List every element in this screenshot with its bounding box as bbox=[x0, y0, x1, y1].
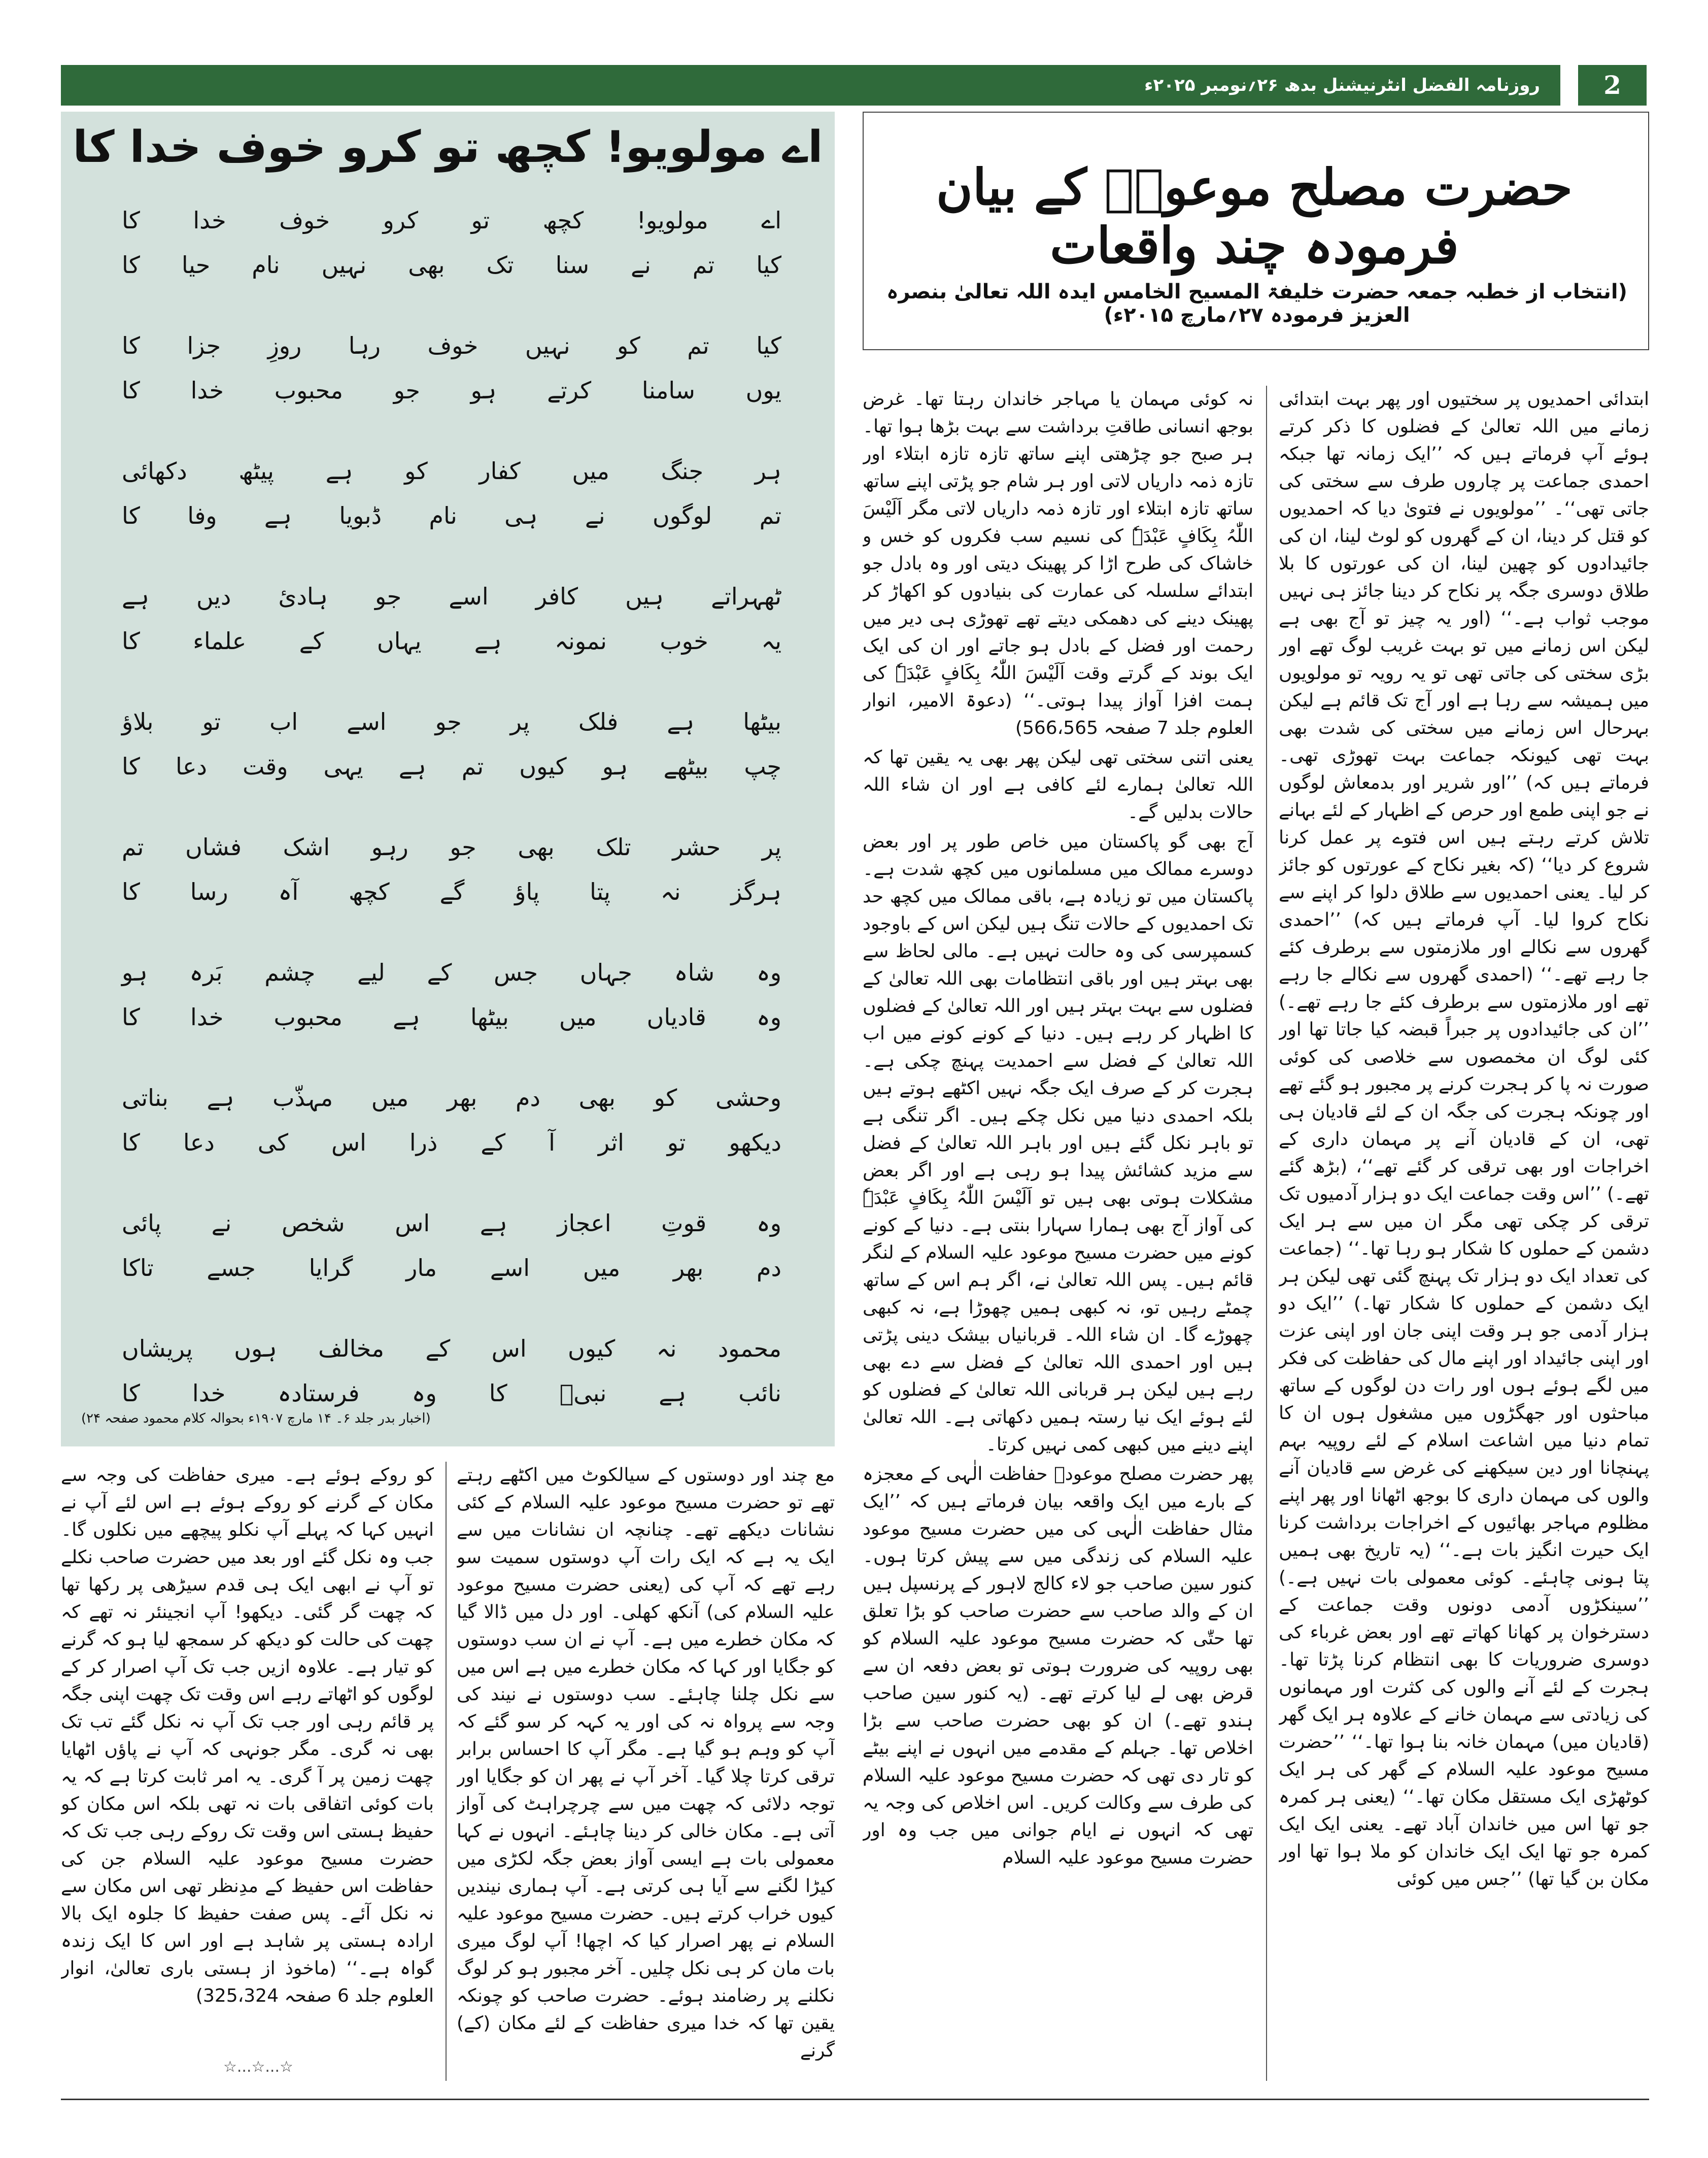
poem-couplet bbox=[122, 1326, 781, 1415]
poem-line-second: نائب ہے نبیؐ کا وہ فرستادہ خدا کا bbox=[122, 1379, 781, 1407]
paragraph: ابتدائی احمدیوں پر سختیوں اور پھر بہت ابتدائی زمانے میں اللہ تعالیٰ کے فضلوں کا ذکر کرتے ہوئے آپ فرماتے ہیں کہ ’’ایک زمانہ تھا جبکہ احمدی جماعت پر چاروں طرف سے سختی کی جاتی تھی‘‘۔ ’’مولویوں نے فتویٰ دیا کہ احمدیوں کو قتل کر دینا، ان کے گھروں کو لوٹ لینا، ان کی جائیدادوں کو چھین لینا، ان کی عورتوں کا بلا طلاق دوسری جگہ پر نکاح کر دینا جائز ہی نہیں موجب ثواب ہے۔‘‘ (اور یہ چیز تو آج بھی ہے لیکن اس زمانے میں تو بہت غریب لوگ تھے اور بڑی سختی کی جاتی تھی تو یہ رویہ تو مولویوں میں ہمیشہ سے رہا ہے اور آج تک قائم ہے لیکن بہرحال اس زمانے میں سختی کی شدت بھی بہت تھی کیونکہ جماعت بہت تھوڑی تھی۔ فرماتے ہیں کہ) ’’اور شریر اور بدمعاش لوگوں نے جو اپنی طمع اور حرص کے اظہار کے لئے بہانے تلاش کرتے رہتے ہیں اس فتوے پر عمل کرنا شروع کر دیا‘‘ (کہ بغیر نکاح کے عورتوں کو جائز کر لیا۔ یعنی احمدیوں سے طلاق دلوا کر اپنے سے نکاح کروا لیا۔ آپ فرماتے ہیں کہ) ’’احمدی گھروں سے نکالے اور ملازمتوں سے برطرف کئے جا رہے تھے۔‘‘ (احمدی گھروں سے نکالے جا رہے تھے اور ملازمتوں سے برطرف کئے جا رہے تھے۔) ’’ان کی جائیدادوں پر جبراً قبضہ کیا جاتا تھا اور کئی لوگ ان مخمصوں سے خلاصی کی کوئی صورت نہ پا کر ہجرت کرنے پر مجبور ہو گئے تھے اور چونکہ ہجرت کی جگہ ان کے لئے قادیان ہی تھی، ان کے قادیان آنے پر مہمان داری کے اخراجات اور بھی ترقی کر گئے تھے‘‘، (بڑھ گئے تھے۔) ’’اس وقت جماعت ایک دو ہزار آدمیوں تک ترقی کر چکی تھی مگر ان میں سے ہر ایک دشمن کے حملوں کا شکار ہو رہا تھا۔‘‘ (جماعت کی تعداد ایک دو ہزار تک پہنچ گئی تھی لیکن ہر ایک دشمن کے حملوں کا شکار تھا۔) ’’ایک دو ہزار آدمی جو ہر وقت اپنی جان اور اپنی عزت اور اپنی جائیداد اور اپنے مال کی حفاظت کی فکر میں لگے ہوئے ہوں اور رات دن لوگوں کے ساتھ مباحثوں اور جھگڑوں میں مشغول ہوں ان کا تمام دنیا میں اشاعت اسلام کے لئے روپیہ بہم پہنچانا اور دین سیکھنے کی غرض سے قادیان آنے والوں کی مہمان داری کا بوجھ اٹھانا اور پھر اپنے مظلوم مہاجر بھائیوں کے اخراجات برداشت کرنا ایک حیرت انگیز بات ہے۔‘‘ (یہ تاریخ بھی ہمیں پتا ہونی چاہئے۔ کوئی معمولی بات نہیں ہے۔) ’’سینکڑوں آدمی دونوں وقت جماعت کے دسترخوان پر کھانا کھاتے تھے اور بعض غرباء کی دوسری ضروریات کا بھی انتظام کرنا پڑتا تھا۔ ہجرت کے لئے آنے والوں کی کثرت اور مہمانوں کی زیادتی سے مہمان خانے کے علاوہ ہر ایک گھر (قادیان میں) مہمان خانہ بنا ہوا تھا۔‘‘ ’’حضرت مسیح موعود علیہ السلام کے گھر کی ہر ایک کوٹھڑی ایک مستقل مکان تھا۔‘‘ (یعنی ہر کمرہ جو تھا اس میں خاندان آباد تھے۔ یعنی ایک ایک کمرہ جو تھا ایک ایک خاندان کو ملا ہوا تھا اور مکان بن گیا تھا) ’’جس میں کوئی bbox=[1279, 389, 1649, 1890]
end-mark: ☆...☆...☆ bbox=[223, 2058, 293, 2076]
poem-title: اے مولویو! کچھ تو کرو خوف خدا کا bbox=[73, 122, 823, 173]
article-column-right bbox=[1279, 386, 1649, 2055]
header-band bbox=[61, 65, 1560, 106]
poem-line-second: دیکھو تو اثر آ کے ذرا اس کی دعا کا bbox=[122, 1129, 781, 1156]
paragraph: کو روکے ہوئے ہے۔ میری حفاظت کی وجہ سے مکان کے گرنے کو روکے ہوئے ہے اس لئے آپ نے انہیں کہا کہ پہلے آپ نکلو پیچھے میں نکلوں گا۔ جب وہ نکل گئے اور بعد میں حضرت صاحب نکلے تو آپ نے ابھی ایک ہی قدم سیڑھی پر رکھا تھا کہ چھت گر گئی۔ دیکھو! آپ انجینئر نہ تھے کہ چھت کی حالت کو دیکھ کر سمجھ لیا ہو کہ گرنے کو تیار ہے۔ علاوہ ازیں جب تک آپ اصرار کر کے لوگوں کو اٹھاتے رہے اس وقت تک چھت اپنی جگہ پر قائم رہی اور جب تک آپ نہ نکل گئے تب تک بھی نہ گری۔ مگر جونہی کہ آپ نے پاؤں اٹھایا چھت زمین پر آ گری۔ یہ امر ثابت کرتا ہے کہ یہ بات کوئی اتفاقی بات نہ تھی بلکہ اس مکان کو حفیظ ہستی اس وقت تک روکے رہی جب تک کہ حضرت مسیح موعود علیہ السلام جن کی حفاظت اس حفیظ کے مدِنظر تھی اس مکان سے نہ نکل آئے۔ پس صفت حفیظ کا جلوہ ایک بالا ارادہ ہستی پر شاہد ہے اور اس کا ایک زندہ گواہ ہے۔‘‘ (ماخوذ از ہستی باری تعالیٰ، انوار العلوم جلد 6 صفحہ 325،324) bbox=[61, 1465, 434, 2006]
poem-line-first: بیٹھا ہے فلک پر جو اسے اب تو بلاؤ bbox=[122, 708, 781, 735]
paragraph: نہ کوئی مہمان یا مہاجر خاندان رہتا تھا۔ غرض بوجھ انسانی طاقتِ برداشت سے بہت بڑھا ہوا تھا۔ ہر صبح جو چڑھتی اپنے ساتھ تازہ تازہ ابتلاء اور تازہ ذمہ داریاں لاتی اور ہر شام جو پڑتی اپنے ساتھ ساتھ تازہ ابتلاء اور تازہ ذمہ داریاں لاتی مگر اَلَیْسَ اللّٰہُ بِکَافٍ عَبْدَہٗ کی نسیم سب فکروں کو خس و خاشاک کی طرح اڑا کر پھینک دیتی اور وہ بادل جو ابتدائے سلسلہ کی عمارت کی بنیادوں کو اکھاڑ کر پھینک دینے کی دھمکی دیتے تھے تھوڑی ہی دیر میں رحمت اور فضل کے بادل ہو جاتے اور ان کی ایک ایک بوند کے گرتے وقت اَلَیْسَ اللّٰہُ بِکَافٍ عَبْدَہٗ کی ہمت افزا آواز پیدا ہوتی۔‘‘ (دعوۃ الامیر، انوار العلوم جلد 7 صفحہ 566،565) bbox=[863, 389, 1253, 738]
poem-line-first: ٹھہراتے ہیں کافر اسے جو ہادیٔ دیں ہے bbox=[122, 583, 781, 610]
article-column-left bbox=[61, 1462, 434, 2045]
poem-couplet bbox=[122, 1201, 781, 1290]
poem-line-second: دم بھر میں اسے مار گرایا جسے تاکا bbox=[122, 1254, 781, 1282]
poem-line-first: وہ شاہ جہاں جس کے لیے چشم بَرہ ہو bbox=[122, 959, 781, 986]
poem-line-first: وہ قوتِ اعجاز ہے اس شخص نے پائی bbox=[122, 1209, 781, 1237]
column-divider bbox=[1266, 386, 1267, 2081]
column-divider bbox=[446, 1462, 447, 2081]
article-title: حضرت مصلح موعودؓ کے بیان فرمودہ چند واقعات bbox=[936, 158, 1573, 275]
poem-line-first: ہر جنگ میں کفار کو ہے پیٹھ دکھائی bbox=[122, 457, 781, 485]
article-column-mid-left bbox=[457, 1462, 835, 2061]
poem-line-second: ہرگز نہ پتا پاؤ گے کچھ آہ رسا کا bbox=[122, 878, 781, 905]
poem-couplet bbox=[122, 574, 781, 663]
poem-line-second: تم لوگوں نے ہی نام ڈبویا ہے وفا کا bbox=[122, 502, 781, 529]
poem-couplet bbox=[122, 825, 781, 914]
poem-line-second: وہ قادیاں میں بیٹھا ہے محبوب خدا کا bbox=[122, 1003, 781, 1031]
poem-couplet bbox=[122, 1075, 781, 1165]
poem-line-first: وحشی کو بھی دم بھر میں مہذّب ہے بناتی bbox=[122, 1084, 781, 1111]
poem-couplet bbox=[122, 699, 781, 789]
poem-couplet bbox=[122, 449, 781, 538]
poem-line-first: اے مولویو! کچھ تو کرو خوف خدا کا bbox=[122, 207, 781, 234]
poem-couplet bbox=[122, 323, 781, 413]
poem-line-second: کیا تم نے سنا تک بھی نہیں نام حیا کا bbox=[122, 251, 781, 279]
poem-line-second: یوں سامنا کرتے ہو جو محبوب خدا کا bbox=[122, 377, 781, 404]
paragraph: پھر حضرت مصلح موعودؓ حفاظت الٰہی کے معجزہ کے بارے میں ایک واقعہ بیان فرماتے ہیں کہ ’’ایک مثال حفاظت الٰہی کی میں حضرت مسیح موعود علیہ السلام کی زندگی میں سے پیش کرتا ہوں۔ کنور سین صاحب جو لاء کالج لاہور کے پرنسپل ہیں ان کے والد صاحب سے حضرت صاحب کو بڑا تعلق تھا حتّٰی کہ حضرت مسیح موعود علیہ السلام کو بھی روپیہ کی ضرورت ہوتی تو بعض دفعہ ان سے قرض بھی لے لیا کرتے تھے۔ (یہ کنور سین صاحب ہندو تھے۔) ان کو بھی حضرت صاحب سے بڑا اخلاص تھا۔ جہلم کے مقدمے میں انہوں نے اپنے بیٹے کو تار دی تھی کہ حضرت مسیح موعود علیہ السلام کی طرف سے وکالت کریں۔ اس اخلاص کی وجہ یہ تھی کہ انہوں نے ایام جوانی میں جب وہ اور حضرت مسیح موعود علیہ السلام bbox=[863, 1464, 1253, 1868]
article-column-mid-right bbox=[863, 386, 1253, 2055]
paragraph: یعنی اتنی سختی تھی لیکن پھر بھی یہ یقین تھا کہ اللہ تعالیٰ ہمارے لئے کافی ہے اور ان شاء اللہ حالات بدلیں گے۔ bbox=[863, 747, 1253, 823]
poem-citation: (اخبار بدر جلد ۶۔ ۱۴ مارچ ۱۹۰۷ء بحوالہ کلام محمود صفحہ ۲۴) bbox=[81, 1411, 431, 1426]
article-heading-box bbox=[863, 112, 1649, 350]
poem-line-second: یہ خوب نمونہ ہے یہاں کے علماء کا bbox=[122, 627, 781, 655]
article-subtitle: (انتخاب از خطبہ جمعہ حضرت خلیفۃ المسیح الخامس ایدہ اللہ تعالیٰ بنصرہ العزیز فرمودہ ۲۷؍مارچ ۲۰۱۵ء) bbox=[886, 280, 1627, 327]
paragraph: آج بھی گو پاکستان میں خاص طور پر اور بعض دوسرے ممالک میں مسلمانوں میں کچھ شدت ہے۔ پاکستان میں تو زیادہ ہے، باقی ممالک میں کچھ حد تک احمدیوں کے حالات تنگ ہیں لیکن اس کے باوجود کسمپرسی کی وہ حالت نہیں ہے۔ مالی لحاظ سے بھی بہتر ہیں اور باقی انتظامات بھی اللہ تعالیٰ کے فضلوں سے بہت بہتر ہیں اور اللہ تعالیٰ کے فضلوں کا اظہار کر رہے ہیں۔ دنیا کے کونے کونے میں اب اللہ تعالیٰ کے فضل سے احمدیت پہنچ چکی ہے۔ ہجرت کر کے صرف ایک جگہ نہیں اکٹھے ہوتے ہیں بلکہ احمدی دنیا میں نکل چکے ہیں۔ اگر تنگی ہے تو باہر نکل گئے ہیں اور باہر اللہ تعالیٰ کے فضل سے مزید کشائش پیدا ہو رہی ہے اور اگر بعض مشکلات ہوتی بھی ہیں تو اَلَیْسَ اللّٰہُ بِکَافٍ عَبْدَہٗ کی آواز آج بھی ہمارا سہارا بنتی ہے۔ دنیا کے کونے کونے میں حضرت مسیح موعود علیہ السلام کے لنگر قائم ہیں۔ پس اللہ تعالیٰ نے، اگر ہم اس کے ساتھ چمٹے رہیں تو، نہ کبھی ہمیں چھوڑا ہے، نہ کبھی چھوڑے گا۔ ان شاء اللہ۔ قربانیاں بیشک دینی پڑتی ہیں اور احمدی اللہ تعالیٰ کے فضل سے دے بھی رہے ہیں لیکن ہر قربانی اللہ تعالیٰ کے فضلوں کو لئے ہوئے ایک نیا رستہ ہمیں دکھاتی ہے۔ اللہ تعالیٰ اپنے دینے میں کبھی کمی نہیں کرتا۔ bbox=[863, 831, 1253, 1455]
newspaper-masthead: روزنامہ الفضل انٹرنیشنل بدھ ۲۶؍نومبر ۲۰۲۵ء bbox=[1144, 75, 1540, 95]
poem-line-first: محمود نہ کیوں اس کے مخالف ہوں پریشاں bbox=[122, 1335, 781, 1362]
poem-line-first: کیا تم کو نہیں خوف رہا روزِ جزا کا bbox=[122, 332, 781, 359]
poem-couplet bbox=[122, 198, 781, 287]
poem-line-first: پر حشر تلک بھی جو رہو اشک فشاں تم bbox=[122, 833, 781, 861]
paragraph: مع چند اور دوستوں کے سیالکوٹ میں اکٹھے رہتے تھے تو حضرت مسیح موعود علیہ السلام کے کئی نشانات دیکھے تھے۔ چنانچہ ان نشانات میں سے ایک یہ ہے کہ ایک رات آپ دوستوں سمیت سو رہے تھے کہ آپ کی (یعنی حضرت مسیح موعود علیہ السلام کی) آنکھ کھلی۔ اور دل میں ڈالا گیا کہ مکان خطرے میں ہے۔ آپ نے ان سب دوستوں کو جگایا اور کہا کہ مکان خطرے میں ہے اس میں سے نکل چلنا چاہئے۔ سب دوستوں نے نیند کی وجہ سے پرواہ نہ کی اور یہ کہہ کر سو گئے کہ آپ کو وہم ہو گیا ہے۔ مگر آپ کا احساس برابر ترقی کرتا چلا گیا۔ آخر آپ نے پھر ان کو جگایا اور توجہ دلائی کہ چھت میں سے چرچراہٹ کی آواز آتی ہے۔ مکان خالی کر دینا چاہئے۔ انہوں نے کہا معمولی بات ہے ایسی آواز بعض جگہ لکڑی میں کیڑا لگنے سے آیا ہی کرتی ہے۔ آپ ہماری نیندیں کیوں خراب کرتے ہیں۔ حضرت مسیح موعود علیہ السلام نے پھر اصرار کیا کہ اچھا! آپ لوگ میری بات مان کر ہی نکل چلیں۔ آخر مجبور ہو کر لوگ نکلنے پر رضامند ہوئے۔ حضرت صاحب کو چونکہ یقین تھا کہ خدا میری حفاظت کے لئے مکان (کے) گرنے bbox=[457, 1465, 835, 2061]
page-number: 2 bbox=[1578, 65, 1647, 106]
poem-panel bbox=[61, 112, 835, 1446]
poem-line-second: چپ بیٹھے ہو کیوں تم ہے یہی وقت دعا کا bbox=[122, 753, 781, 780]
poem-couplet bbox=[122, 950, 781, 1039]
bottom-rule bbox=[61, 2099, 1649, 2100]
